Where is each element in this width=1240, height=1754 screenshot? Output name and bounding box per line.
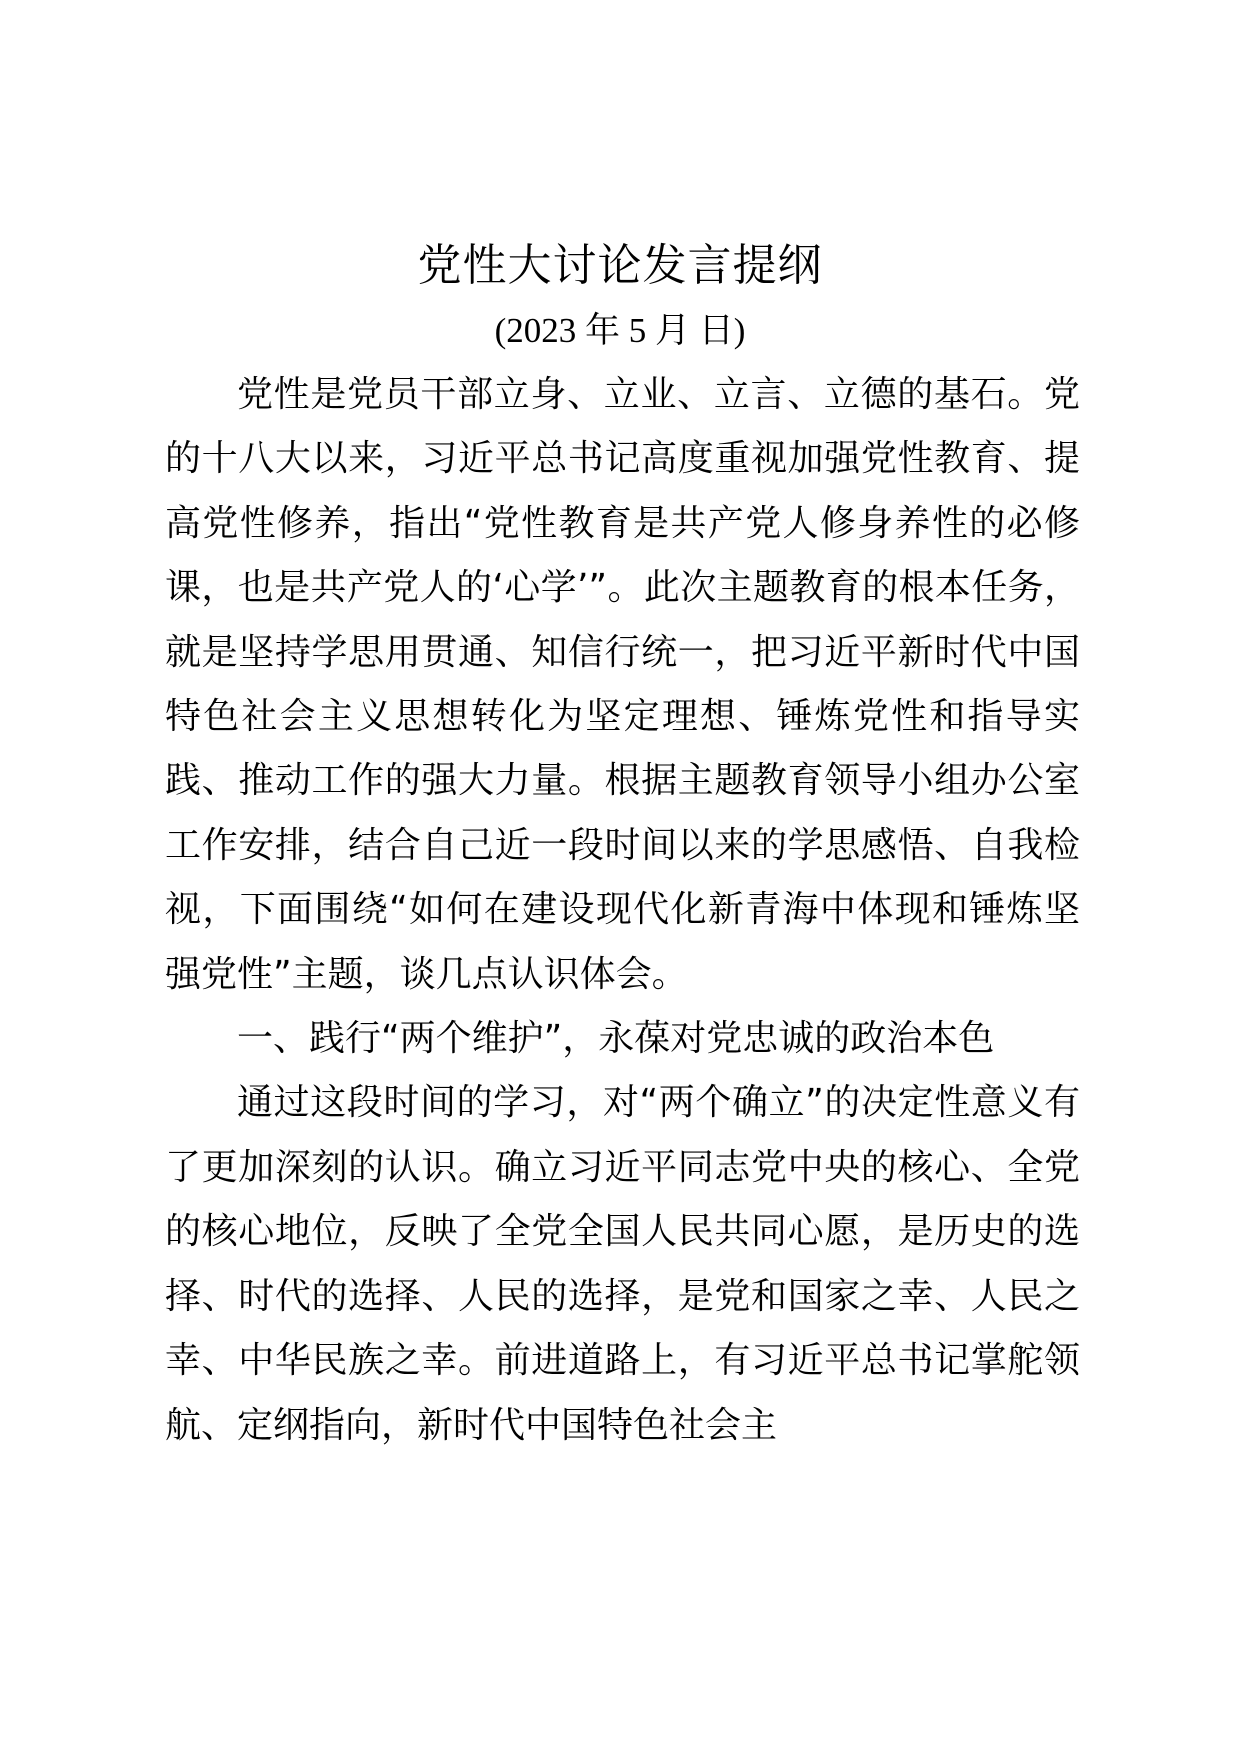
intro-paragraph: 党性是党员干部立身、立业、立言、立德的基石。党的十八大以来，习近平总书记高度重视加强党性教育、提高党性修养，指出“党性教育是共产党人修身养性的必修课，也是共产党人的‘心学’”。此次主题教育的根本任务，就是坚持学思用贯通、知信行统一，把习近平新时代中国特色社会主义思想转化为坚定理想、锤炼党性和指导实践、推动工作的强大力量。根据主题教育领导小组办公室工作安排，结合自己近一段时间以来的学思感悟、自我检视，下面围绕“如何在建设现代化新青海中体现和锤炼坚强党性”主题，谈几点认识体会。	[165, 374, 1080, 995]
document-body	[165, 363, 1080, 1458]
document-date: (2023 年 5 月 日)	[494, 311, 746, 350]
section-heading: 一、践行“两个维护”，永葆对党忠诚的政治本色	[237, 1018, 995, 1060]
section-paragraph: 通过这段时间的学习，对“两个确立”的决定性意义有了更加深刻的认识。确立习近平同志党中央的核心、全党的核心地位，反映了全党全国人民共同心愿，是历史的选择、时代的选择、人民的选择，是党和国家之幸、人民之幸、中华民族之幸。前进道路上，有习近平总书记掌舵领航、定纲指向，新时代中国特色社会主	[165, 1082, 1080, 1446]
document-title: 党性大讨论发言提纲	[417, 240, 823, 291]
